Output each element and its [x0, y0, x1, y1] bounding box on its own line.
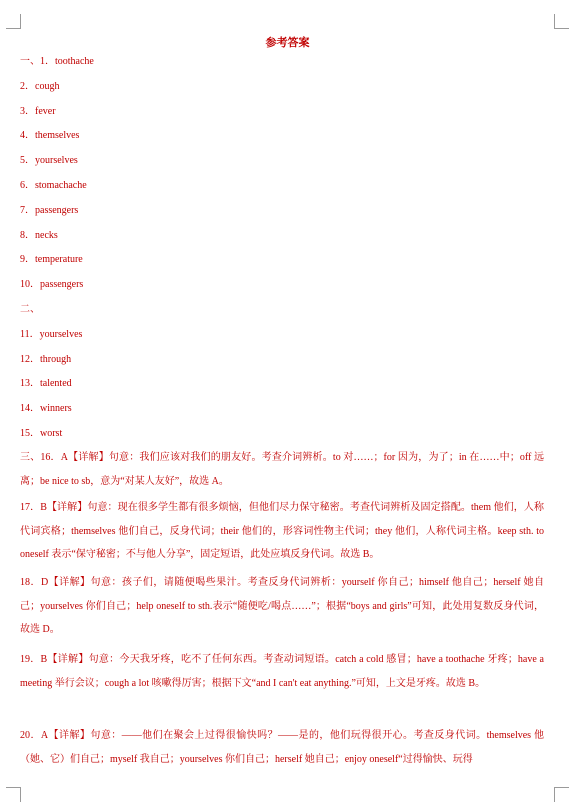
answer-list [20, 55, 550, 452]
answer-text: yourselves [39, 328, 83, 340]
answer-text: worst [40, 427, 63, 439]
answer-text: toothache [55, 56, 94, 67]
answer-text: stomachache [35, 179, 87, 191]
explanation-q18: 18．D【详解】句意：孩子们，请随便喝些果汁。考查反身代词辨析：yourself 你自己；himself 他自己；herself 她自己；yourselves 你们自己；help oneself to sth.表示“随便吃/喝点……”；根据“boys and girls”可知，此处用复数反身代词，故选 D。 [20, 577, 544, 636]
answer-item [20, 402, 550, 427]
answer-number: 5． [20, 155, 35, 167]
answer-text: cough [35, 80, 60, 92]
answer-number: 15． [20, 427, 40, 439]
answer-number: 11． [20, 328, 40, 340]
answer-number: 4． [20, 130, 35, 142]
answer-item [20, 229, 550, 254]
explanation-q19: 19．B【详解】句意：今天我牙疼，吃不了任何东西。考查动词短语。catch a cold 感冒；have a toothache 牙疼；have a meeting 举行会议；cough a lot 咳嗽得厉害；根据下文“and I can't eat anything.”可知，上文是牙疼。故选 B。 [20, 654, 544, 689]
answer-text: passengers [35, 204, 79, 216]
answer-item [20, 328, 550, 353]
answer-number: 9． [20, 254, 35, 266]
answer-number: 14． [20, 403, 40, 415]
answer-text: talented [40, 378, 72, 390]
section-heading [20, 303, 550, 328]
answer-item [20, 353, 550, 378]
crop-mark-top-left [6, 14, 21, 29]
answer-text: temperature [35, 254, 83, 266]
answer-item [20, 377, 550, 402]
answer-item [20, 278, 550, 303]
answer-text: passengers [40, 279, 84, 291]
answer-item [20, 253, 550, 278]
explanation-q16: 三、16．A【详解】句意：我们应该对我们的朋友好。考查介词辨析。to 对……；for 因为，为了；in 在……中；off 远离；be nice to sb，意为“对某人友好”，故选 A。 [20, 452, 544, 487]
answer-number: 7． [20, 204, 35, 216]
answer-text: fever [35, 105, 56, 117]
answer-text: yourselves [35, 155, 78, 167]
answer-text: through [40, 353, 72, 365]
answer-item [20, 154, 550, 179]
answer-item [20, 80, 550, 105]
answer-item [20, 129, 550, 154]
answer-item [20, 55, 550, 80]
explanation-q17: 17．B【详解】句意：现在很多学生都有很多烦恼，但他们尽力保守秘密。考查代词辨析及固定搭配。them 他们，人称代词宾格；themselves 他们自己，反身代词；their 他们的，形容词性物主代词；they 他们，人称代词主格。keep sth. to oneself 表示“保守秘密；不与他人分享”，固定短语，此处应填反身代词。故选 B。 [20, 502, 544, 561]
answer-number: 一、1． [20, 56, 55, 67]
answer-item [20, 179, 550, 204]
answer-text: winners [40, 403, 72, 415]
answer-number: 2． [20, 80, 35, 92]
crop-mark-bottom-right [554, 787, 569, 802]
answer-item [20, 105, 550, 130]
section-number: 二、 [20, 303, 40, 315]
explanation-q20: 20．A【详解】句意：——他们在聚会上过得很愉快吗？——是的，他们玩得很开心。考查反身代词。themselves 他（她、它）们自己；myself 我自己；yourselves 你们自己；herself 她自己；enjoy oneself“过得愉快、玩得 [20, 730, 544, 765]
answer-number: 8． [20, 229, 35, 241]
page-title: 参考答案 [265, 37, 310, 49]
crop-mark-top-right [554, 14, 569, 29]
answer-text: themselves [35, 130, 80, 142]
answer-item [20, 204, 550, 229]
answer-number: 3． [20, 105, 35, 117]
answer-number: 12． [20, 353, 40, 365]
answer-number: 13． [20, 378, 40, 390]
answer-text: necks [35, 229, 58, 241]
answer-number: 10． [20, 279, 40, 291]
crop-mark-bottom-left [6, 787, 21, 802]
answer-number: 6． [20, 179, 35, 191]
